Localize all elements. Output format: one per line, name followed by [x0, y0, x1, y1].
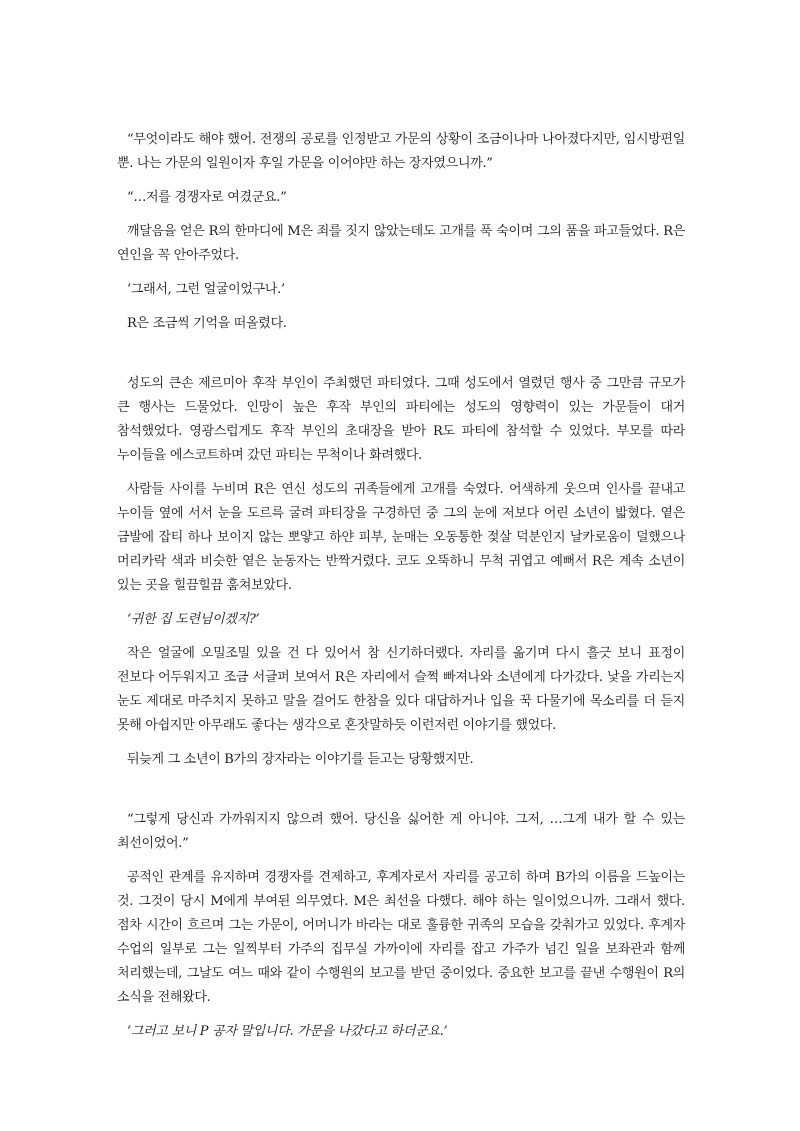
paragraph: “그렇게 당신과 가까워지지 않으려 했어. 당신을 싫어한 게 아니야. 그저, …그게 내가 할 수 있는 최선이었어.”: [117, 812, 685, 851]
section-break: [117, 346, 685, 372]
paragraph: R은 조금씩 기억을 떠올렸다.: [127, 316, 287, 331]
section-1: [117, 128, 685, 336]
paragraph: 성도의 큰손 제르미아 후작 부인이 주최했던 파티였다. 그때 성도에서 열렸던 행사 중 그만큼 규모가 큰 행사는 드물었다. 인망이 높은 후작 부인의 파티에는 성도의 영향력이 있는 가문들이 대거 참석했었다. 영광스럽게도 후작 부인의 초대장을 받아 R도 파티에 참석할 수 있었다. 부모를 따라 누이들을 에스코트하며 갔던 파티는 무척이나 화려했다.: [117, 376, 685, 463]
paragraph: ‘그래서, 그런 얼굴이었구나.’: [127, 282, 285, 297]
paragraph: 깨달음을 얻은 R의 한마디에 M은 죄를 짓지 않았는데도 고개를 푹 숙이며 그의 품을 파고들었다. R은 연인을 꼭 안아주었다.: [117, 224, 685, 263]
paragraph: 뒤늦게 그 소년이 B가의 장자라는 이야기를 듣고는 당황했지만.: [127, 752, 474, 767]
italic-thought: ‘귀한 집 도련님이겠지?’: [127, 612, 260, 627]
paragraph: “무엇이라도 해야 했어. 전쟁의 공로를 인정받고 가문의 상황이 조금이나마 나아졌다지만, 임시방편일 뿐. 나는 가문의 일원이자 후일 가문을 이어야만 하는 장자였으니까.”: [117, 132, 685, 171]
section-break: [117, 782, 685, 808]
section-2: [117, 372, 685, 772]
italic-thought: ‘그러고 보니 P 공자 말입니다. 가문을 나갔다고 하더군요.’: [127, 1024, 448, 1039]
paragraph: 사람들 사이를 누비며 R은 연신 성도의 귀족들에게 고개를 숙였다. 어색하게 웃으며 인사를 끝내고 누이들 옆에 서서 눈을 도르륵 굴려 파티장을 구경하던 중 그의 눈에 저보다 어린 소년이 밟혔다. 옅은 금발에 잡티 하나 보이지 않는 뽀얗고 하얀 피부, 눈매는 오동통한 젖살 덕분인지 날카로움이 덜했으나 머리카락 색과 비슷한 옅은 눈동자는 반짝거렸다. 코도 오뚝하니 무척 귀엽고 예뻐서 R은 계속 소년이 있는 곳을 힐끔힐끔 훔쳐보았다.: [117, 482, 685, 593]
paragraph: “…저를 경쟁자로 여겼군요.”: [127, 190, 287, 205]
document-body: [117, 128, 685, 1054]
paragraph: 작은 얼굴에 오밀조밀 있을 건 다 있어서 참 신기하더랬다. 자리를 옮기며 다시 흘긋 보니 표정이 전보다 어두워지고 조금 서글퍼 보여서 R은 자리에서 슬쩍 빠져나와 소년에게 다가갔다. 낯을 가리는지 눈도 제대로 마주치지 못하고 말을 걸어도 한참을 있다 대답하거나 입을 꾹 다물기에 목소리를 더 듣지 못해 아쉽지만 아무래도 좋다는 생각으로 혼잣말하듯 이런저런 이야기를 했었다.: [117, 646, 685, 733]
paragraph: 공적인 관계를 유지하며 경쟁자를 견제하고, 후계자로서 자리를 공고히 하며 B가의 이름을 드높이는 것. 그것이 당시 M에게 부여된 의무였다. M은 최선을 다했다. 해야 하는 일이었으니까. 그래서 했다. 점차 시간이 흐르며 그는 가문이, 어머니가 바라는 대로 훌륭한 귀족의 모습을 갖춰가고 있었다. 후계자 수업의 일부로 그는 일찍부터 가주의 집무실 가까이에 자리를 잡고 가주가 넘긴 일을 보좌관과 함께 처리했는데, 그날도 여느 때와 같이 수행원의 보고를 받던 중이었다. 중요한 보고를 끝낸 수행원이 R의 소식을 전해왔다.: [117, 870, 685, 1005]
section-3: [117, 808, 685, 1044]
